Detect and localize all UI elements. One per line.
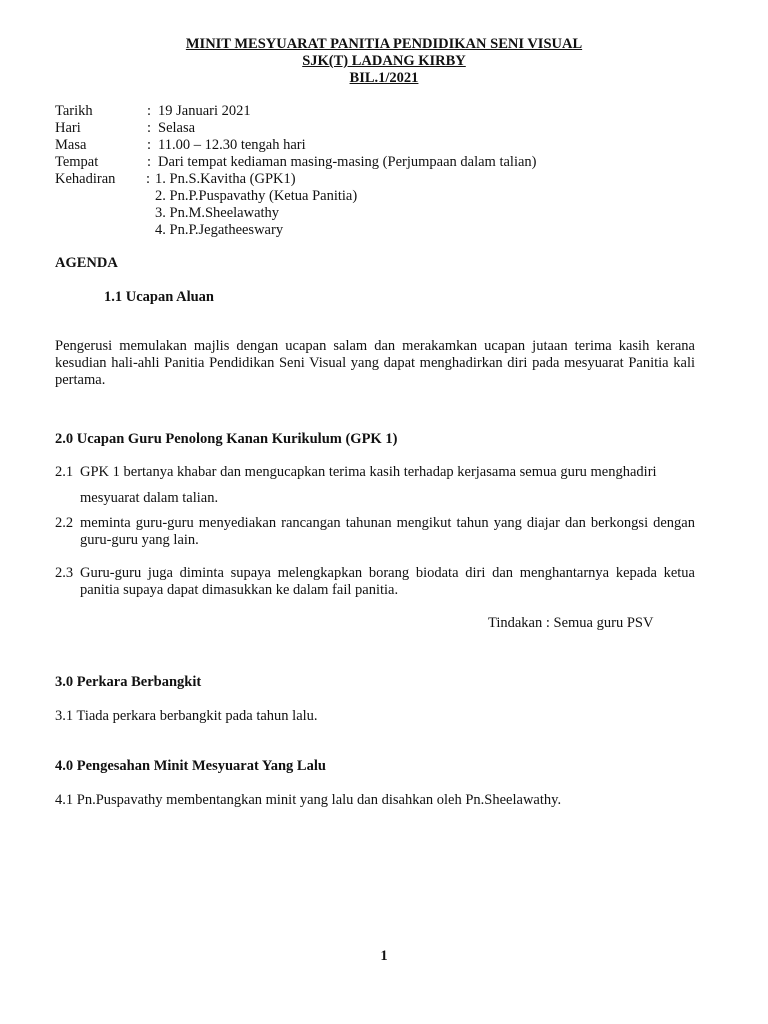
section-2-heading: 2.0 Ucapan Guru Penolong Kanan Kurikulum (GPK 1) (55, 431, 398, 447)
section-1-paragraph: Pengerusi memulakan majlis dengan ucapan salam dan merakamkan ucapan jutaan terima kasih kerana kesudian hali-ahli Panitia Pendidikan Seni Visual yang dapat menghadirkan diri pada mesyuarat Panitia kali pertama. (55, 338, 695, 388)
hari-label: Hari (55, 120, 81, 136)
attendee-item: 3. Pn.M.Sheelawathy (155, 205, 280, 221)
meeting-number: BIL.1/2021 (349, 70, 419, 86)
item-2-1-number: 2.1 (55, 464, 74, 480)
tempat-label: Tempat (55, 154, 99, 170)
attendee-item: 2. Pn.P.Puspavathy (Ketua Panitia) (155, 188, 358, 204)
action-note: Tindakan : Semua guru PSV (488, 615, 654, 631)
item-4-1: 4.1 Pn.Puspavathy membentangkan minit yang lalu dan disahkan oleh Pn.Sheelawathy. (55, 792, 562, 808)
page-number: 1 (380, 948, 388, 964)
tempat-value: Dari tempat kediaman masing-masing (Perjumpaan dalam talian) (158, 154, 537, 170)
section-4-heading: 4.0 Pengesahan Minit Mesyuarat Yang Lalu (55, 758, 326, 774)
item-2-1-line1: GPK 1 bertanya khabar dan mengucapkan terima kasih terhadap kerjasama semua guru menghadiri (80, 464, 657, 480)
masa-value: 11.00 – 12.30 tengah hari (158, 137, 306, 153)
kehadiran-colon: : (146, 171, 151, 187)
school-name: SJK(T) LADANG KIRBY (302, 53, 466, 69)
item-3-1: 3.1 Tiada perkara berbangkit pada tahun lalu. (55, 708, 318, 724)
tarikh-colon: : (147, 103, 152, 119)
section-1-heading: 1.1 Ucapan Aluan (104, 289, 214, 305)
item-2-3-text: Guru-guru juga diminta supaya melengkapkan borang biodata diri dan menghantarnya kepada ketua panitia supaya dapat dimasukkan ke dalam fail panitia. (80, 565, 695, 598)
attendee-item: 4. Pn.P.Jegatheeswary (155, 222, 284, 238)
tarikh-value: 19 Januari 2021 (158, 103, 251, 119)
item-2-1-line2: mesyuarat dalam talian. (80, 490, 219, 506)
hari-value: Selasa (158, 120, 196, 136)
agenda-heading: AGENDA (55, 255, 118, 271)
document-title: MINIT MESYUARAT PANITIA PENDIDIKAN SENI VISUAL (185, 36, 583, 52)
kehadiran-label: Kehadiran (55, 171, 116, 187)
masa-label: Masa (55, 137, 87, 153)
item-2-2-number: 2.2 (55, 515, 74, 531)
section-3-heading: 3.0 Perkara Berbangkit (55, 674, 202, 690)
tempat-colon: : (147, 154, 152, 170)
tarikh-label: Tarikh (55, 103, 93, 119)
hari-colon: : (147, 120, 152, 136)
masa-colon: : (147, 137, 152, 153)
attendee-item: 1. Pn.S.Kavitha (GPK1) (155, 171, 296, 187)
item-2-3-number: 2.3 (55, 565, 74, 581)
item-2-2-text: meminta guru-guru menyediakan rancangan tahunan mengikut tahun yang diajar dan berkongsi dengan guru-guru yang lain. (80, 515, 695, 548)
